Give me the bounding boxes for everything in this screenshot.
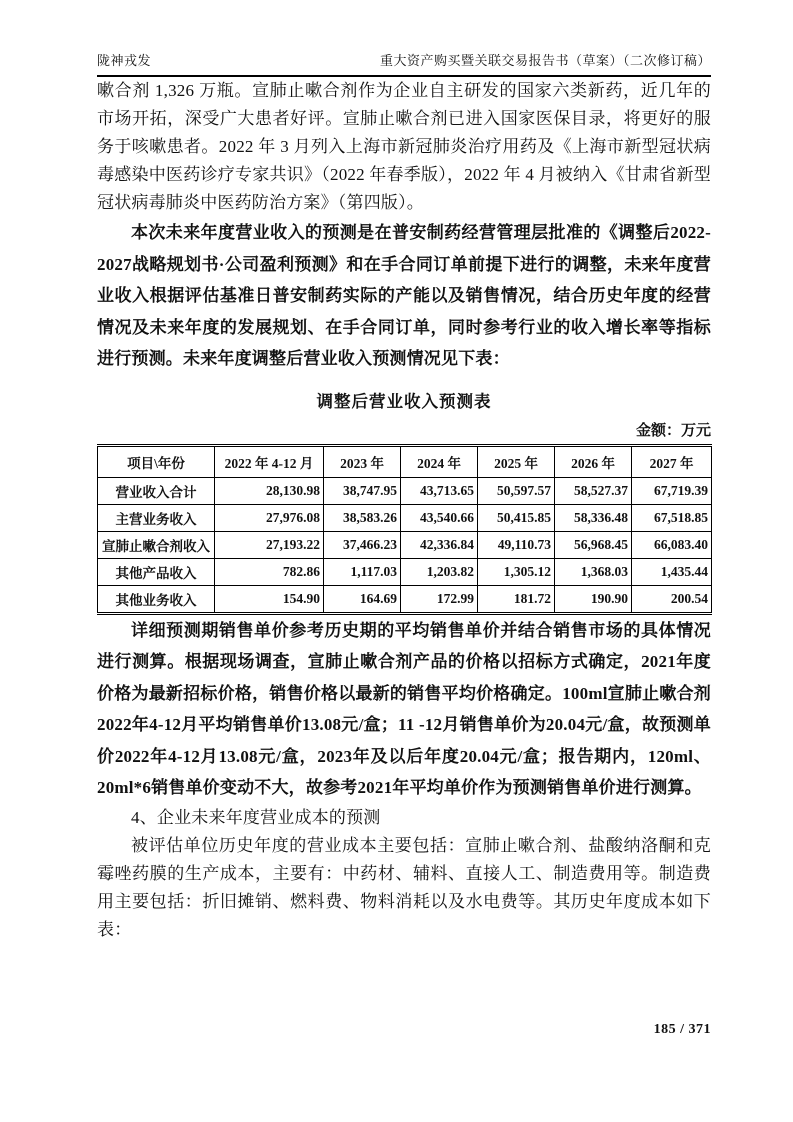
table-header-2026: 2026 年 <box>555 445 632 477</box>
cell-value: 42,336.84 <box>401 531 478 558</box>
row-label-xuanfei-revenue: 宣肺止嗽合剂收入 <box>98 531 215 558</box>
cell-value: 164.69 <box>324 585 401 613</box>
row-label-main-business-revenue: 主营业务收入 <box>98 504 215 531</box>
table-header-row <box>98 445 712 477</box>
cell-value: 50,415.85 <box>478 504 555 531</box>
paragraph-continuation: 嗽合剂 1,326 万瓶。宣肺止嗽合剂作为企业自主研发的国家六类新药，近几年的市场开拓，深受广大患者好评。宣肺止嗽合剂已进入国家医保目录，将更好的服务于咳嗽患者。2022 年 3 月列入上海市新冠肺炎治疗用药及《上海市新型冠状病毒感染中医药诊疗专家共识》（2022 年春季版），2022 年 4 月被纳入《甘肃省新型冠状病毒肺炎中医药防治方案》（第四版）。 <box>97 81 711 212</box>
revenue-forecast-table <box>97 444 712 615</box>
table-header-2023: 2023 年 <box>324 445 401 477</box>
cell-value: 38,583.26 <box>324 504 401 531</box>
table-header-2022: 2022 年 4-12 月 <box>215 445 324 477</box>
paragraph-unit-price-forecast: 详细预测期销售单价参考历史期的平均销售单价并结合销售市场的具体情况进行测算。根据现场调查，宣肺止嗽合剂产品的价格以招标方式确定，2021年度价格为最新招标价格，销售价格以最新的销售平均价格确定。100ml宣肺止嗽合剂2022年4-12月平均销售单价13.08元/盒；11 -12月销售单价为20.04元/盒，故预测单价2022年4-12月13.08元/盒，2023年及以后年度20.04元/盒；报告期内，120ml、20ml*6销售单价变动不大，故参考2021年平均单价作为预测销售单价进行测算。 <box>97 620 711 797</box>
cell-value: 1,117.03 <box>324 558 401 585</box>
cell-value: 200.54 <box>632 585 712 613</box>
page-footer <box>654 1022 711 1038</box>
cell-value: 1,368.03 <box>555 558 632 585</box>
table-row <box>98 558 712 585</box>
cell-value: 37,466.23 <box>324 531 401 558</box>
cell-value: 782.86 <box>215 558 324 585</box>
cell-value: 58,527.37 <box>555 477 632 504</box>
cell-value: 43,713.65 <box>401 477 478 504</box>
cell-value: 1,435.44 <box>632 558 712 585</box>
cell-value: 1,305.12 <box>478 558 555 585</box>
table-row <box>98 504 712 531</box>
table-title: 调整后营业收入预测表 <box>316 391 492 411</box>
cell-value: 50,597.57 <box>478 477 555 504</box>
cell-value: 172.99 <box>401 585 478 613</box>
cell-value: 67,518.85 <box>632 504 712 531</box>
table-row <box>98 531 712 558</box>
table-row <box>98 585 712 613</box>
header-company-name: 陇神戎发 <box>97 53 152 68</box>
table-row <box>98 477 712 504</box>
paragraph-revenue-forecast-basis: 本次未来年度营业收入的预测是在普安制药经营管理层批准的《调整后2022-2027战略规划书·公司盈利预测》和在手合同订单前提下进行的调整，未来年度营业收入根据评估基准日普安制药实际的产能以及销售情况，结合历史年度的经营情况及未来年度的发展规划、在手合同订单，同时参考行业的收入增长率等指标进行预测。未来年度调整后营业收入预测情况见下表： <box>97 223 711 368</box>
cell-value: 49,110.73 <box>478 531 555 558</box>
cell-value: 27,976.08 <box>215 504 324 531</box>
row-label-other-business-revenue: 其他业务收入 <box>98 585 215 613</box>
table-header-2025: 2025 年 <box>478 445 555 477</box>
cell-value: 66,083.40 <box>632 531 712 558</box>
cell-value: 38,747.95 <box>324 477 401 504</box>
cell-value: 190.90 <box>555 585 632 613</box>
table-header-item-year: 项目\年份 <box>98 445 215 477</box>
table-unit-note: 金额：万元 <box>635 422 711 439</box>
cell-value: 58,336.48 <box>555 504 632 531</box>
cell-value: 27,193.22 <box>215 531 324 558</box>
cell-value: 154.90 <box>215 585 324 613</box>
table-header-2024: 2024 年 <box>401 445 478 477</box>
cell-value: 181.72 <box>478 585 555 613</box>
row-label-total-revenue: 营业收入合计 <box>98 477 215 504</box>
page-number: 185 / 371 <box>653 1022 711 1037</box>
cell-value: 43,540.66 <box>401 504 478 531</box>
header-report-title: 重大资产购买暨关联交易报告书（草案）（二次修订稿） <box>379 53 711 68</box>
cell-value: 67,719.39 <box>632 477 712 504</box>
cell-value: 56,968.45 <box>555 531 632 558</box>
section-heading-cost-forecast: 4、企业未来年度营业成本的预测 <box>131 807 381 827</box>
cell-value: 28,130.98 <box>215 477 324 504</box>
table-header-2027: 2027 年 <box>632 445 712 477</box>
row-label-other-product-revenue: 其他产品收入 <box>98 558 215 585</box>
cell-value: 1,203.82 <box>401 558 478 585</box>
page-header <box>97 50 711 77</box>
paragraph-cost-composition: 被评估单位历史年度的营业成本主要包括：宣肺止嗽合剂、盐酸纳洛酮和克霉唑药膜的生产成本，主要有：中药材、辅料、直接人工、制造费用等。制造费用主要包括：折旧摊销、燃料费、物料消耗以及水电费等。其历史年度成本如下表： <box>97 835 711 939</box>
